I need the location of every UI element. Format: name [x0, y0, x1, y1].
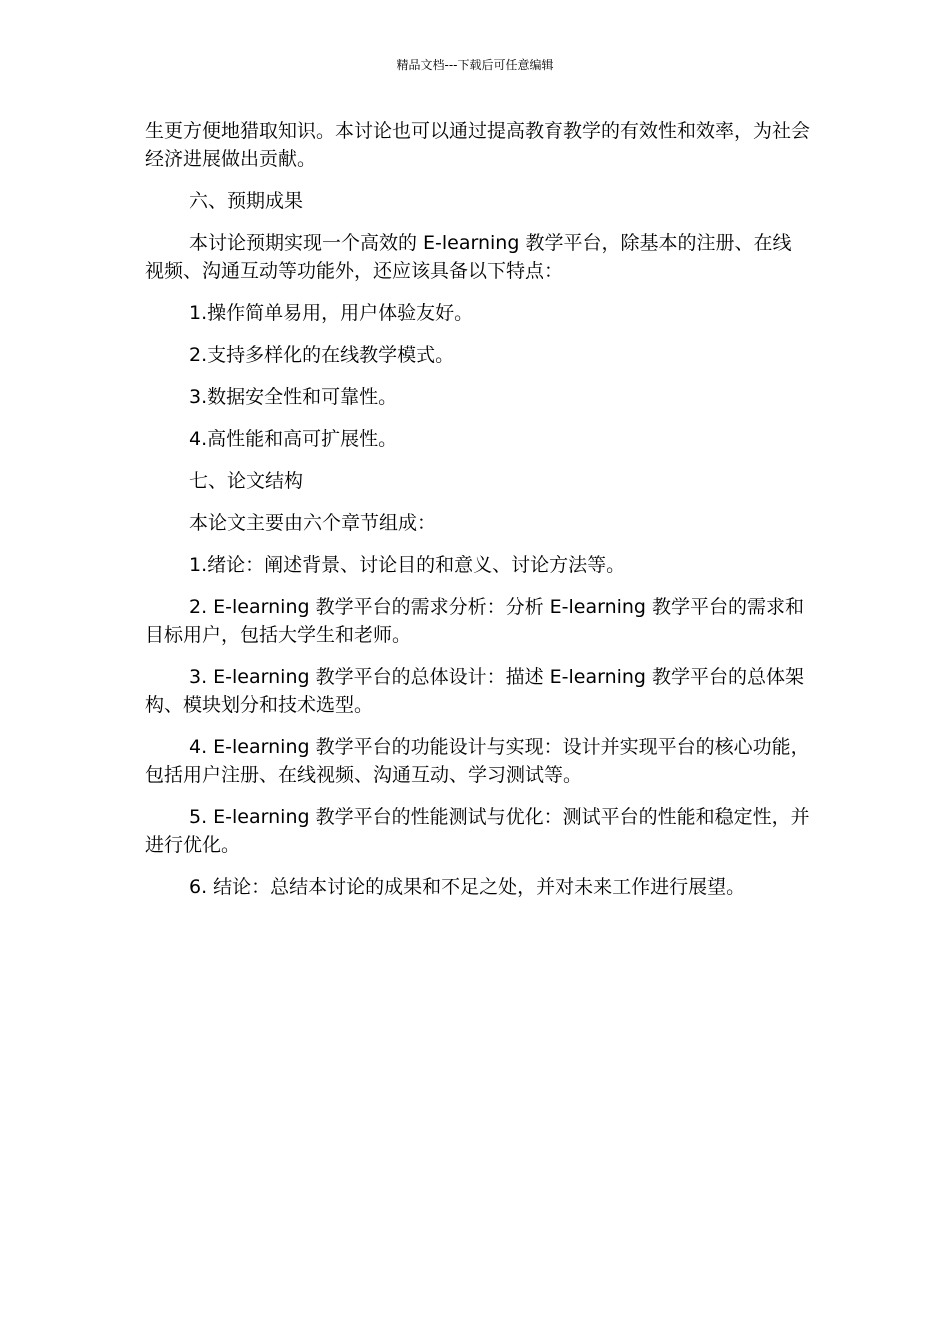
page-header: 精品文档---下载后可任意编辑 — [396, 58, 554, 72]
section-heading-thesis-structure: 七、论文结构 — [189, 470, 304, 492]
feature-item-3: 3.数据安全性和可靠性。 — [189, 386, 398, 408]
paragraph-continuation: 生更方便地猎取知识。本讨论也可以通过提高教育教学的有效性和效率，为社会经济进展做出贡献。 — [145, 120, 811, 170]
feature-item-1: 1.操作简单易用，用户体验友好。 — [189, 302, 474, 324]
chapter-item-5: 5. E-learning 教学平台的性能测试与优化：测试平台的性能和稳定性，并进行优化。 — [145, 806, 810, 856]
feature-item-4: 4.高性能和高可扩展性。 — [189, 428, 398, 450]
section-heading-expected-results: 六、预期成果 — [189, 190, 304, 212]
chapter-item-3: 3. E-learning 教学平台的总体设计：描述 E-learning 教学平台的总体架构、模块划分和技术选型。 — [145, 666, 805, 716]
chapter-item-1: 1.绪论：阐述背景、讨论目的和意义、讨论方法等。 — [189, 554, 626, 576]
chapter-item-4: 4. E-learning 教学平台的功能设计与实现：设计并实现平台的核心功能，包括用户注册、在线视频、沟通互动、学习测试等。 — [145, 736, 810, 786]
paragraph-thesis-structure-intro: 本论文主要由六个章节组成： — [189, 512, 437, 534]
document-body — [145, 117, 810, 915]
paragraph-expected-results: 本讨论预期实现一个高效的 E-learning 教学平台，除基本的注册、在线视频、沟通互动等功能外，还应该具备以下特点： — [145, 232, 792, 282]
chapter-item-6: 6. 结论：总结本讨论的成果和不足之处，并对未来工作进行展望。 — [189, 876, 746, 898]
chapter-item-2: 2. E-learning 教学平台的需求分析：分析 E-learning 教学平台的需求和目标用户，包括大学生和老师。 — [145, 596, 805, 646]
feature-item-2: 2.支持多样化的在线教学模式。 — [189, 344, 455, 366]
